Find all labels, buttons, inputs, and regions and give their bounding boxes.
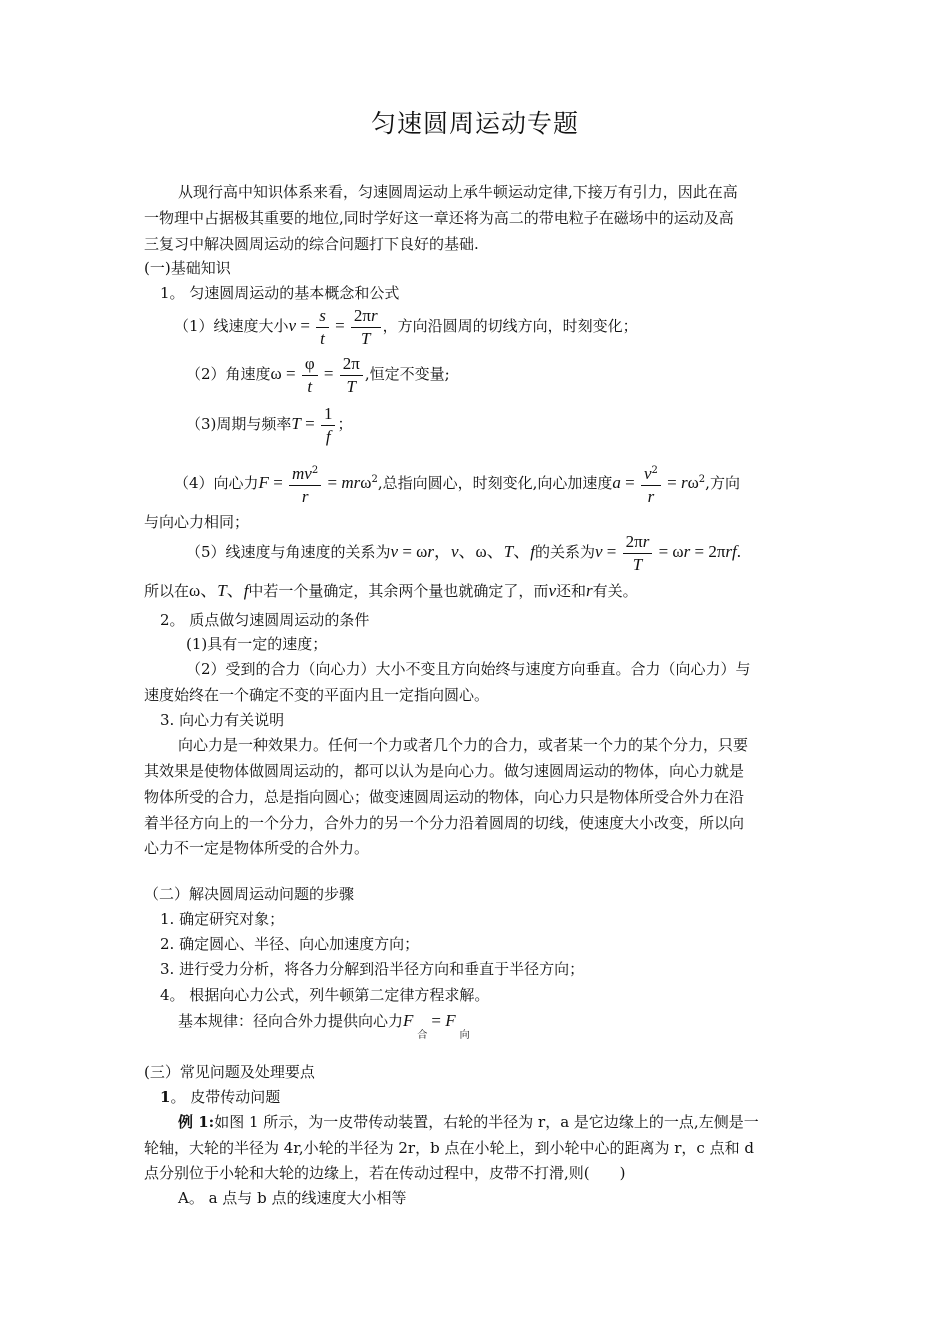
paragraph-line: 心力不一定是物体所受的合外力。 (144, 839, 370, 857)
formula-line-angular: （2）角速度ω = $\frac{\varphi}{t}$ = $\frac{2\pi}{T}$ ,恒定不变量; (186, 353, 450, 396)
condition-1: (1)具有一定的速度； (186, 635, 328, 653)
page-title: 匀速圆周运动专题 (370, 109, 579, 138)
fraction: $\frac{\varphi}{t}$ (302, 353, 318, 398)
formula-prefix: （2）角速度 (186, 365, 271, 383)
formula-prefix: （5）线速度与角速度的关系为 (186, 543, 391, 561)
formula-line-speed: （1）线速度大小v = $\frac{s}{t}$ = $\frac{2\pi r}{T}$ ，方向沿圆周的切线方向，时刻变化； (174, 305, 638, 348)
text-fragment: 还和 (555, 582, 586, 600)
paragraph-line: 物体所受的合力，总是指向圆心；做变速圆周运动的物体，向心力只是物体所受合外力在沿 (144, 788, 745, 806)
item-text: 。 皮带传动问题 (170, 1088, 281, 1106)
section-heading-steps: （二）解决圆周运动问题的步骤 (144, 885, 355, 903)
example-label: 例 1: (178, 1113, 215, 1131)
item-1-heading (160, 1087, 280, 1107)
formula-line-relations: （5）线速度与角速度的关系为v = ωr，v、ω、T、f的关系为v = $\frac{2\pi r}{T}$ = ωr = 2πrf. (186, 531, 741, 574)
rule-text: 基本规律：径向合外力提供向心力 (178, 1012, 404, 1030)
text-fragment: 所以在 (144, 582, 190, 600)
formula-suffix: ，方向沿圆周的切线方向，时刻变化； (382, 317, 638, 335)
paragraph-line: 着半径方向上的一个分力，合外力的另一个分力沿着圆周的切线，使速度大小改变，所以向 (144, 814, 745, 832)
fraction: $\frac{2\pi}{T}$ (340, 353, 363, 398)
subscript: 向 (459, 1030, 470, 1041)
step-item: 4。 根据向心力公式，列牛顿第二定律方程求解。 (160, 986, 490, 1004)
option-a: A。 a 点与 b 点的线速度大小相等 (178, 1189, 407, 1207)
section-heading-basics: (一)基础知识 (144, 259, 231, 277)
formula-mid: 的关系为 (534, 543, 595, 561)
example-text: 如图 1 所示，为一皮带传动装置，右轮的半径为 r，a 是它边缘上的一点,左侧是一 (214, 1113, 759, 1131)
example-line: 点分别位于小轮和大轮的边缘上，若在传动过程中，皮带不打滑,则( ) (144, 1164, 626, 1182)
text-fragment: 中若一个量确定，其余两个量也就确定了，而 (248, 582, 549, 600)
intro-line-1: 从现行高中知识体系来看，匀速圆周运动上承牛顿运动定律,下接万有引力，因此在高 (178, 183, 738, 201)
fraction: $\frac{1}{f}$ (321, 403, 336, 448)
condition-2-line-1: （2）受到的合力（向心力）大小不变且方向始终与速度方向垂直。合力（向心力）与 (186, 660, 751, 678)
item-1-heading: 1。 匀速圆周运动的基本概念和公式 (160, 284, 400, 302)
intro-line-2: 一物理中占据极其重要的地位,同时学好这一章还将为高二的带电粒子在磁场中的运动及高 (144, 209, 734, 227)
condition-2-line-2: 速度始终在一个确定不变的平面内且一定指向圆心。 (144, 686, 490, 704)
example-line (178, 1112, 759, 1132)
formula-continuation: 与向心力相同； (144, 513, 250, 531)
example-line: 轮轴，大轮的半径为 4r,小轮的半径为 2r，b 点在小轮上，到小轮中心的距离为 r，c 点和 d (144, 1139, 754, 1157)
text-fragment: 有关。 (592, 582, 638, 600)
formula-suffix: ,方向 (705, 474, 740, 492)
formula-prefix: （4）向心力 (174, 474, 259, 492)
step-item: 1. 确定研究对象； (160, 910, 285, 928)
item-number: 1 (160, 1088, 171, 1106)
section-heading-problems: (三）常见问题及处理要点 (144, 1063, 315, 1081)
item-2-heading: 2。 质点做匀速圆周运动的条件 (160, 611, 370, 629)
formula-suffix: ； (337, 415, 353, 433)
step-item: 3. 进行受力分析，将各力分解到沿半径方向和垂直于半径方向； (160, 960, 585, 978)
formula-prefix: （3)周期与频率 (186, 415, 292, 433)
item-3-heading: 3. 向心力有关说明 (160, 711, 285, 729)
formula-line-force: （4）向心力F = $\frac{mv^2}{r}$ = mrω$^2$,总指向圆心，时刻变化,向心加速度a = $\frac{v^2}{r}$ = $r\omega^2$,方向 (174, 458, 740, 508)
formula-mid: ,总指向圆心，时刻变化,向心加速度 (377, 474, 613, 492)
formula-continuation: 所以在ω、T、f中若一个量确定，其余两个量也就确定了，而v还和r有关。 (144, 581, 638, 600)
paragraph-line: 向心力是一种效果力。任何一个力或者几个力的合力，或者某一个力的某个分力，只要 (178, 736, 749, 754)
basic-rule: 基本规律：径向合外力提供向心力$F_合= F_向$ (178, 1011, 470, 1041)
fraction: $\frac{v^2}{r}$ (641, 460, 661, 508)
fraction: $\frac{2\pi r}{T}$ (623, 531, 653, 576)
intro-line-3: 三复习中解决圆周运动的综合问题打下良好的基础. (144, 235, 479, 253)
paragraph-line: 其效果是使物体做圆周运动的，都可以认为是向心力。做匀速圆周运动的物体，向心力就是 (144, 762, 745, 780)
fraction: $\frac{2\pi r}{T}$ (351, 305, 381, 350)
formula-prefix: （1）线速度大小 (174, 317, 289, 335)
formula-suffix: ,恒定不变量; (364, 365, 450, 383)
fraction: $\frac{mv^2}{r}$ (289, 460, 321, 508)
formula-line-period: （3)周期与频率T = $\frac{1}{f}$ ； (186, 403, 353, 446)
fraction: $\frac{s}{t}$ (316, 305, 329, 350)
subscript: 合 (417, 1030, 428, 1041)
step-item: 2. 确定圆心、半径、向心加速度方向； (160, 935, 420, 953)
